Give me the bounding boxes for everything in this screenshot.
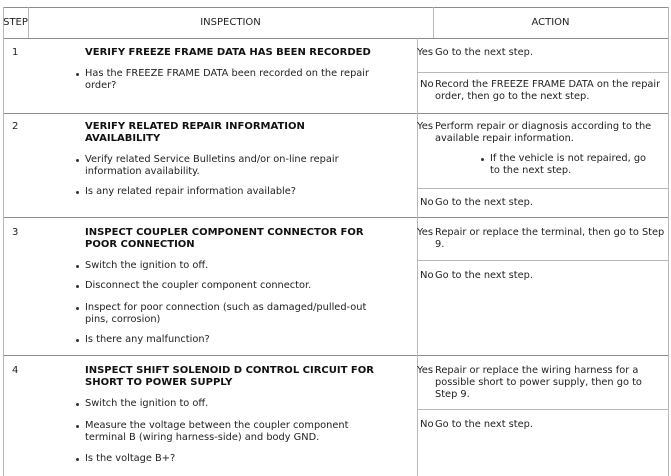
yes-action: Repair or replace the terminal, then go to Step 9. xyxy=(435,227,665,250)
step-title: VERIFY FREEZE FRAME DATA HAS BEEN RECORDED xyxy=(85,47,371,58)
inspection-bullet: Inspect for poor connection (such as damaged/pulled-out pins, corrosion) xyxy=(85,302,367,325)
yes-label: Yes xyxy=(417,121,434,132)
yes-label: Yes xyxy=(417,227,434,238)
bullet-dot xyxy=(76,425,79,428)
step-number: 1 xyxy=(12,47,19,58)
bullet-dot xyxy=(76,73,79,76)
yes-label: Yes xyxy=(417,47,434,58)
yes-no-divider-1 xyxy=(417,72,669,73)
bullet-dot xyxy=(76,307,79,310)
row-divider-2 xyxy=(3,217,669,218)
yes-action: Repair or replace the wiring harness for a possible short to power supply, then go to Step 9. xyxy=(435,365,642,400)
header-bottom-border xyxy=(3,38,669,39)
bullet-dot xyxy=(76,159,79,162)
row-divider-3 xyxy=(3,355,669,356)
action-col-divider xyxy=(417,38,418,476)
inspection-bullet: Is the voltage B+? xyxy=(85,453,176,464)
inspection-bullet: Has the FREEZE FRAME DATA been recorded on the repair order? xyxy=(85,68,370,91)
bullet-dot xyxy=(76,265,79,268)
header-inspection: INSPECTION xyxy=(200,17,261,28)
yes-action: Perform repair or diagnosis according to the available repair information. xyxy=(435,121,652,144)
table-left-border xyxy=(3,7,4,476)
header-action: ACTION xyxy=(531,17,570,28)
yes-sub-bullet: If the vehicle is not repaired, go to the next step. xyxy=(490,153,647,176)
no-action: Go to the next step. xyxy=(435,419,533,430)
inspection-bullet: Is any related repair information available? xyxy=(85,186,297,197)
header-step: STEP xyxy=(3,17,28,28)
no-label: No xyxy=(420,197,434,208)
no-label: No xyxy=(420,79,434,90)
yes-no-divider-2 xyxy=(417,188,669,189)
no-label: No xyxy=(420,270,434,281)
inspection-bullet: Verify related Service Bulletins and/or on-line repair information availability. xyxy=(85,154,339,177)
yes-label: Yes xyxy=(417,365,434,376)
inspection-bullet: Disconnect the coupler component connector. xyxy=(85,280,312,291)
step-number: 4 xyxy=(12,365,19,376)
yes-no-divider-3 xyxy=(417,260,669,261)
no-label: No xyxy=(420,419,434,430)
no-action: Go to the next step. xyxy=(435,197,533,208)
bullet-dot xyxy=(76,191,79,194)
step-title: INSPECT COUPLER COMPONENT CONNECTOR FOR POOR CONNECTION xyxy=(85,227,364,250)
no-action: Go to the next step. xyxy=(435,270,533,281)
bullet-dot xyxy=(481,158,484,161)
step-number: 3 xyxy=(12,227,19,238)
inspection-bullet: Is there any malfunction? xyxy=(85,334,210,345)
no-action: Record the FREEZE FRAME DATA on the repair order, then go to the next step. xyxy=(435,79,661,102)
inspection-bullet: Switch the ignition to off. xyxy=(85,398,209,409)
bullet-dot xyxy=(76,339,79,342)
inspection-bullet: Switch the ignition to off. xyxy=(85,260,209,271)
row-divider-1 xyxy=(3,113,669,114)
step-title: VERIFY RELATED REPAIR INFORMATION AVAILABILITY xyxy=(85,121,305,144)
bullet-dot xyxy=(76,285,79,288)
step-number: 2 xyxy=(12,121,19,132)
bullet-dot xyxy=(76,403,79,406)
table-top-border xyxy=(3,7,669,8)
inspection-bullet: Measure the voltage between the coupler component terminal B (wiring harness-side) and body GND. xyxy=(85,420,349,443)
table-right-border xyxy=(668,7,669,476)
yes-action: Go to the next step. xyxy=(435,47,533,58)
yes-no-divider-4 xyxy=(417,409,669,410)
step-title: INSPECT SHIFT SOLENOID D CONTROL CIRCUIT FOR SHORT TO POWER SUPPLY xyxy=(85,365,374,388)
bullet-dot xyxy=(76,458,79,461)
